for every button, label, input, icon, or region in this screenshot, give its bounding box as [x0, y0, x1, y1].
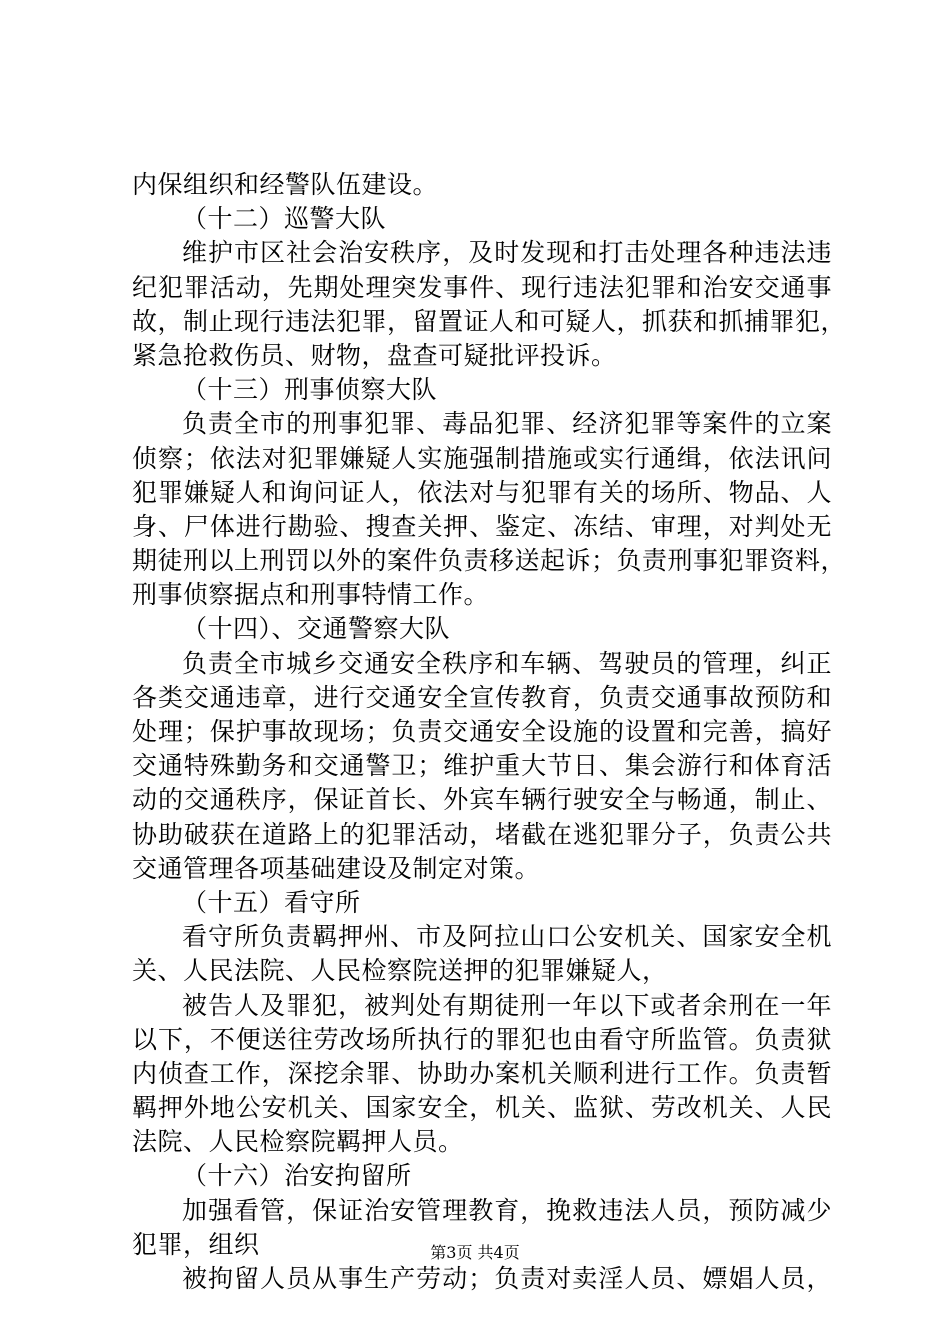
text-line: 协助破获在道路上的犯罪活动，堵截在逃犯罪分子，负责公共 [132, 819, 832, 849]
text-line: 加强看管，保证治安管理教育，挽救违法人员，预防减少 [182, 1195, 832, 1225]
text-line: 负责全市的刑事犯罪、毒品犯罪、经济犯罪等案件的立案 [182, 409, 832, 439]
text-line: 交通特殊勤务和交通警卫；维护重大节日、集会游行和体育活 [132, 751, 832, 781]
text-line: （十三）刑事侦察大队 [182, 375, 438, 405]
text-line: 期徒刑以上刑罚以外的案件负责移送起诉；负责刑事犯罪资料， [132, 546, 847, 576]
text-line: （十五）看守所 [182, 887, 361, 917]
text-line: 紧急抢救伤员、财物，盘查可疑批评投诉。 [132, 340, 617, 370]
text-line: 内保组织和经警队伍建设。 [132, 170, 439, 199]
text-line: 维护市区社会治安秩序，及时发现和打击处理各种违法违 [182, 238, 832, 268]
text-line: 交通管理各项基础建设及制定对策。 [132, 853, 541, 883]
text-line: （十四）、交通警察大队 [182, 614, 451, 644]
text-line: 被拘留人员从事生产劳动；负责对卖淫人员、嫖娼人员， [182, 1264, 832, 1293]
text-line: 以下，不便送往劳改场所执行的罪犯也由看守所监管。负责狱 [132, 1024, 832, 1054]
text-line: 侦察；依法对犯罪嫌疑人实施强制措施或实行通缉，依法讯问 [132, 443, 832, 473]
document-body [132, 168, 847, 1296]
text-line: （十六）治安拘留所 [182, 1161, 412, 1191]
page-footer: 第3页 共4页 [430, 1243, 520, 1262]
text-line: 犯罪，组织 [132, 1229, 260, 1259]
text-line: 刑事侦察据点和刑事特情工作。 [132, 580, 490, 610]
text-line: 负责全市城乡交通安全秩序和车辆、驾驶员的管理，纠正 [182, 648, 832, 678]
text-line: 法院、人民检察院羁押人员。 [132, 1127, 464, 1157]
text-line: 纪犯罪活动，先期处理突发事件、现行违法犯罪和治安交通事 [132, 272, 832, 302]
text-line: 内侦查工作，深挖余罪、协助办案机关顺利进行工作。负责暂 [132, 1058, 832, 1088]
text-line: 看守所负责羁押州、市及阿拉山口公安机关、国家安全机 [182, 922, 832, 952]
text-line: （十二）巡警大队 [182, 204, 387, 234]
text-line: 羁押外地公安机关、国家安全，机关、监狱、劳改机关、人民 [132, 1093, 832, 1123]
text-line: 各类交通违章，进行交通安全宣传教育，负责交通事故预防和 [132, 682, 832, 712]
text-line: 身、尸体进行勘验、搜查关押、鉴定、冻结、审理，对判处无 [132, 511, 832, 541]
text-line: 关、人民法院、人民检察院送押的犯罪嫌疑人， [132, 956, 668, 986]
text-line: 动的交通秩序，保证首长、外宾车辆行驶安全与畅通，制止、 [132, 785, 832, 815]
text-line: 故，制止现行违法犯罪，留置证人和可疑人，抓获和抓捕罪犯， [132, 306, 847, 336]
text-line: 犯罪嫌疑人和询问证人，依法对与犯罪有关的场所、物品、人 [132, 477, 832, 507]
text-line: 处理；保护事故现场；负责交通安全设施的设置和完善，搞好 [132, 717, 832, 746]
text-line: 被告人及罪犯，被判处有期徒刑一年以下或者余刑在一年 [182, 990, 832, 1020]
